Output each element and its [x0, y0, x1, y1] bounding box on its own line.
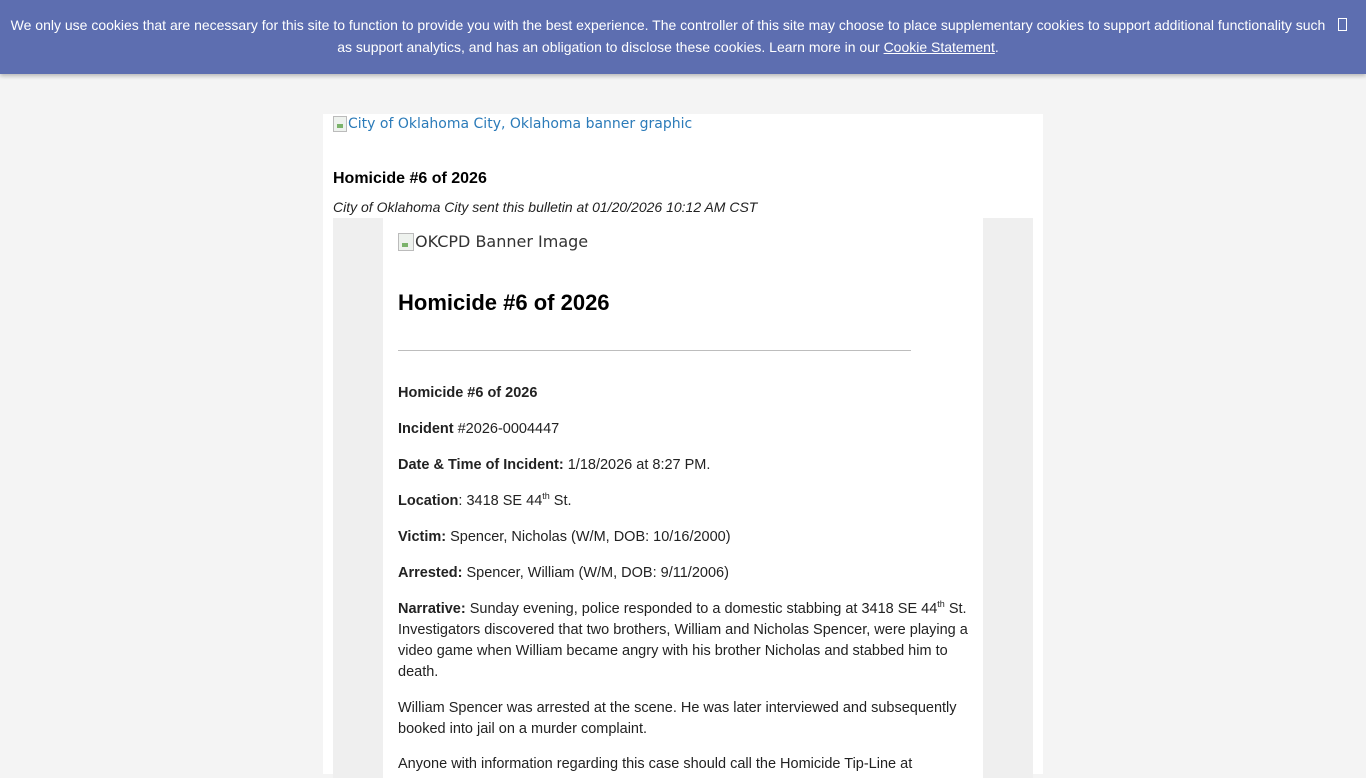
okcpd-banner-alt-text: OKCPD Banner Image [415, 232, 589, 251]
subheading-text: Homicide #6 of 2026 [398, 385, 538, 401]
bulletin-body-wrapper [333, 218, 1033, 778]
narrative-value: Sunday evening, police responded to a domestic stabbing at 3418 SE 44 [465, 601, 938, 617]
divider [398, 350, 911, 351]
incident-label: Incident [398, 421, 454, 437]
cookie-message-text: We only use cookies that are necessary for this site to function to provide you with the best experience. The controller of this site may choose to place supplementary cookies to support additional functionality such as support analytics, and has an obligation to disclose these cookies. Learn more in our [10, 17, 1326, 55]
datetime-value: 1/18/2026 at 8:27 PM. [563, 457, 711, 473]
cookie-banner [0, 0, 1366, 74]
bulletin-page [323, 114, 1043, 774]
narrative-paragraph [398, 599, 968, 683]
narrative-label: Narrative: [398, 601, 466, 617]
main-heading: Homicide #6 of 2026 [398, 290, 610, 315]
arrested-value: Spencer, William (W/M, DOB: 9/11/2006) [462, 565, 729, 581]
location-line [398, 491, 968, 512]
close-icon[interactable] [1338, 16, 1350, 32]
okcpd-banner-image [398, 232, 588, 251]
arrested-line [398, 563, 968, 584]
victim-label: Victim: [398, 529, 447, 545]
cookie-statement-link[interactable]: Cookie Statement [883, 39, 995, 55]
bulletin-content [383, 218, 983, 778]
subheading [398, 383, 968, 404]
location-label: Location [398, 493, 459, 509]
narrative-ordinal: th [937, 599, 945, 610]
city-banner-alt-text: City of Oklahoma City, Oklahoma banner graphic [348, 116, 693, 132]
victim-line [398, 527, 968, 548]
incident-value: #2026-0004447 [453, 421, 560, 437]
city-banner-link[interactable] [333, 116, 692, 132]
narrative-continuation: St. Investigators discovered that two brothers, William and Nicholas Spencer, were playing a video game when William became angry with his brother Nicholas and stabbed him to death. [398, 601, 968, 680]
datetime-label: Date & Time of Incident: [398, 457, 564, 473]
datetime-line [398, 455, 968, 476]
arrest-paragraph: William Spencer was arrested at the scene. He was later interviewed and subsequently booked into jail on a murder complaint. [398, 700, 957, 737]
victim-value: Spencer, Nicholas (W/M, DOB: 10/16/2000) [446, 529, 731, 545]
location-suffix: St. [549, 493, 572, 509]
broken-image-icon [398, 233, 414, 251]
cookie-message [10, 14, 1326, 58]
incident-line [398, 419, 968, 440]
cookie-message-end: . [994, 39, 999, 55]
location-value: : 3418 SE 44 [458, 493, 543, 509]
tipline-paragraph: Anyone with information regarding this case should call the Homicide Tip-Line at [398, 756, 913, 772]
bulletin-title: Homicide #6 of 2026 [333, 170, 487, 187]
arrested-label: Arrested: [398, 565, 463, 581]
broken-image-icon [333, 116, 347, 132]
bulletin-meta: City of Oklahoma City sent this bulletin at 01/20/2026 10:12 AM CST [333, 199, 758, 215]
location-ordinal: th [542, 491, 550, 502]
